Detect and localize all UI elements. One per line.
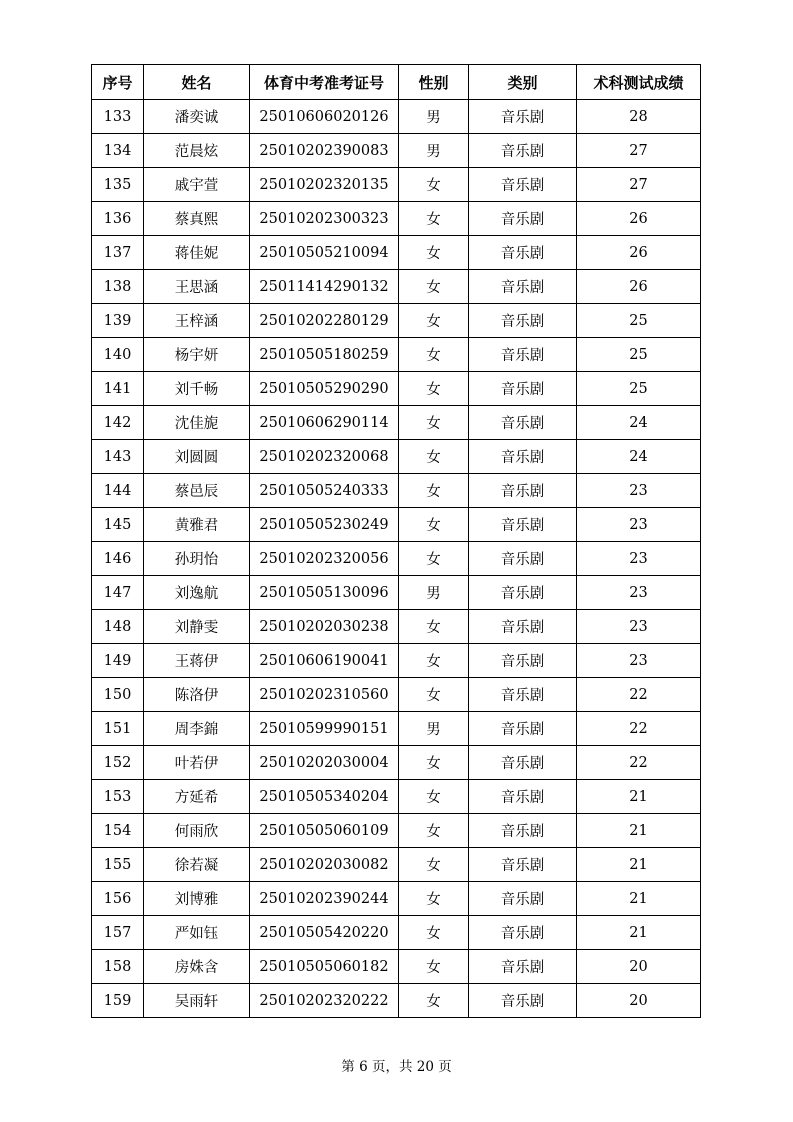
cell-score: 23 bbox=[577, 542, 701, 576]
cell-gender: 女 bbox=[399, 440, 469, 474]
cell-gender: 男 bbox=[399, 712, 469, 746]
cell-name: 范晨炫 bbox=[144, 134, 250, 168]
cell-exam-number: 25010505290290 bbox=[250, 372, 399, 406]
cell-exam-number: 25010505210094 bbox=[250, 236, 399, 270]
table-row bbox=[92, 576, 701, 610]
cell-exam-number: 25010606020126 bbox=[250, 100, 399, 134]
cell-category: 音乐剧 bbox=[469, 474, 577, 508]
table-row bbox=[92, 236, 701, 270]
cell-name: 周李錦 bbox=[144, 712, 250, 746]
cell-category: 音乐剧 bbox=[469, 644, 577, 678]
cell-exam-number: 25010202390244 bbox=[250, 882, 399, 916]
cell-index: 136 bbox=[92, 202, 144, 236]
cell-exam-number: 25010505420220 bbox=[250, 916, 399, 950]
cell-exam-number: 25010606290114 bbox=[250, 406, 399, 440]
cell-score: 21 bbox=[577, 814, 701, 848]
table-row bbox=[92, 746, 701, 780]
cell-name: 杨宇妍 bbox=[144, 338, 250, 372]
cell-category: 音乐剧 bbox=[469, 406, 577, 440]
cell-name: 叶若伊 bbox=[144, 746, 250, 780]
cell-score: 25 bbox=[577, 372, 701, 406]
cell-score: 22 bbox=[577, 712, 701, 746]
cell-exam-number: 25010606190041 bbox=[250, 644, 399, 678]
header-gender: 性别 bbox=[399, 65, 469, 100]
table-row bbox=[92, 338, 701, 372]
cell-index: 133 bbox=[92, 100, 144, 134]
cell-score: 25 bbox=[577, 338, 701, 372]
cell-gender: 女 bbox=[399, 542, 469, 576]
cell-gender: 女 bbox=[399, 236, 469, 270]
cell-score: 24 bbox=[577, 440, 701, 474]
cell-score: 28 bbox=[577, 100, 701, 134]
cell-index: 153 bbox=[92, 780, 144, 814]
header-name: 姓名 bbox=[144, 65, 250, 100]
cell-gender: 女 bbox=[399, 338, 469, 372]
cell-index: 151 bbox=[92, 712, 144, 746]
cell-score: 23 bbox=[577, 576, 701, 610]
header-category: 类别 bbox=[469, 65, 577, 100]
cell-index: 157 bbox=[92, 916, 144, 950]
cell-category: 音乐剧 bbox=[469, 848, 577, 882]
cell-exam-number: 25010505060182 bbox=[250, 950, 399, 984]
cell-exam-number: 25010202320222 bbox=[250, 984, 399, 1018]
cell-index: 142 bbox=[92, 406, 144, 440]
cell-index: 134 bbox=[92, 134, 144, 168]
cell-index: 148 bbox=[92, 610, 144, 644]
table-row bbox=[92, 100, 701, 134]
table-row bbox=[92, 372, 701, 406]
cell-score: 21 bbox=[577, 882, 701, 916]
table-row bbox=[92, 644, 701, 678]
cell-gender: 女 bbox=[399, 406, 469, 440]
cell-gender: 女 bbox=[399, 984, 469, 1018]
table-row bbox=[92, 202, 701, 236]
cell-name: 陈洛伊 bbox=[144, 678, 250, 712]
cell-name: 刘静雯 bbox=[144, 610, 250, 644]
cell-index: 159 bbox=[92, 984, 144, 1018]
cell-category: 音乐剧 bbox=[469, 100, 577, 134]
table-row bbox=[92, 168, 701, 202]
table-row bbox=[92, 848, 701, 882]
cell-gender: 女 bbox=[399, 678, 469, 712]
cell-name: 严如钰 bbox=[144, 916, 250, 950]
cell-category: 音乐剧 bbox=[469, 916, 577, 950]
cell-name: 刘博雅 bbox=[144, 882, 250, 916]
cell-score: 23 bbox=[577, 610, 701, 644]
cell-index: 139 bbox=[92, 304, 144, 338]
cell-name: 刘圆圆 bbox=[144, 440, 250, 474]
cell-index: 149 bbox=[92, 644, 144, 678]
cell-name: 方延希 bbox=[144, 780, 250, 814]
table-row bbox=[92, 406, 701, 440]
cell-gender: 女 bbox=[399, 270, 469, 304]
cell-index: 135 bbox=[92, 168, 144, 202]
cell-index: 158 bbox=[92, 950, 144, 984]
cell-exam-number: 25010202320056 bbox=[250, 542, 399, 576]
cell-gender: 男 bbox=[399, 576, 469, 610]
cell-exam-number: 25010505340204 bbox=[250, 780, 399, 814]
table-row bbox=[92, 712, 701, 746]
cell-name: 蒋佳妮 bbox=[144, 236, 250, 270]
cell-score: 26 bbox=[577, 202, 701, 236]
table-row bbox=[92, 882, 701, 916]
cell-gender: 女 bbox=[399, 372, 469, 406]
cell-exam-number: 25011414290132 bbox=[250, 270, 399, 304]
cell-gender: 男 bbox=[399, 100, 469, 134]
cell-name: 蔡邑辰 bbox=[144, 474, 250, 508]
cell-gender: 女 bbox=[399, 916, 469, 950]
cell-name: 潘奕诚 bbox=[144, 100, 250, 134]
cell-exam-number: 25010202320135 bbox=[250, 168, 399, 202]
header-score: 术科测试成绩 bbox=[577, 65, 701, 100]
cell-score: 27 bbox=[577, 168, 701, 202]
cell-category: 音乐剧 bbox=[469, 440, 577, 474]
header-index: 序号 bbox=[92, 65, 144, 100]
table-row bbox=[92, 950, 701, 984]
cell-gender: 女 bbox=[399, 474, 469, 508]
cell-exam-number: 25010599990151 bbox=[250, 712, 399, 746]
cell-category: 音乐剧 bbox=[469, 984, 577, 1018]
table-row bbox=[92, 304, 701, 338]
cell-gender: 女 bbox=[399, 780, 469, 814]
table-row bbox=[92, 814, 701, 848]
cell-gender: 男 bbox=[399, 134, 469, 168]
cell-name: 孙玥怡 bbox=[144, 542, 250, 576]
table-body bbox=[92, 100, 701, 1018]
cell-exam-number: 25010202030238 bbox=[250, 610, 399, 644]
cell-exam-number: 25010202320068 bbox=[250, 440, 399, 474]
header-exam-number: 体育中考准考证号 bbox=[250, 65, 399, 100]
cell-category: 音乐剧 bbox=[469, 508, 577, 542]
table-row bbox=[92, 780, 701, 814]
cell-exam-number: 25010505180259 bbox=[250, 338, 399, 372]
cell-category: 音乐剧 bbox=[469, 202, 577, 236]
cell-score: 22 bbox=[577, 746, 701, 780]
cell-gender: 女 bbox=[399, 814, 469, 848]
cell-index: 141 bbox=[92, 372, 144, 406]
cell-score: 23 bbox=[577, 508, 701, 542]
cell-category: 音乐剧 bbox=[469, 882, 577, 916]
cell-score: 27 bbox=[577, 134, 701, 168]
cell-gender: 女 bbox=[399, 202, 469, 236]
cell-name: 何雨欣 bbox=[144, 814, 250, 848]
cell-exam-number: 25010505060109 bbox=[250, 814, 399, 848]
cell-category: 音乐剧 bbox=[469, 338, 577, 372]
cell-name: 吴雨轩 bbox=[144, 984, 250, 1018]
cell-index: 156 bbox=[92, 882, 144, 916]
cell-score: 25 bbox=[577, 304, 701, 338]
cell-index: 154 bbox=[92, 814, 144, 848]
table-row bbox=[92, 542, 701, 576]
cell-index: 146 bbox=[92, 542, 144, 576]
cell-index: 138 bbox=[92, 270, 144, 304]
cell-name: 蔡真熙 bbox=[144, 202, 250, 236]
cell-name: 王蒋伊 bbox=[144, 644, 250, 678]
cell-score: 20 bbox=[577, 950, 701, 984]
cell-index: 140 bbox=[92, 338, 144, 372]
cell-score: 20 bbox=[577, 984, 701, 1018]
cell-score: 26 bbox=[577, 236, 701, 270]
cell-category: 音乐剧 bbox=[469, 950, 577, 984]
cell-name: 戚宇萱 bbox=[144, 168, 250, 202]
cell-category: 音乐剧 bbox=[469, 814, 577, 848]
cell-name: 黄雅君 bbox=[144, 508, 250, 542]
cell-name: 房姝含 bbox=[144, 950, 250, 984]
cell-exam-number: 25010202310560 bbox=[250, 678, 399, 712]
table-row bbox=[92, 474, 701, 508]
table-row bbox=[92, 984, 701, 1018]
cell-score: 24 bbox=[577, 406, 701, 440]
cell-score: 21 bbox=[577, 916, 701, 950]
table-row bbox=[92, 508, 701, 542]
cell-index: 147 bbox=[92, 576, 144, 610]
cell-index: 152 bbox=[92, 746, 144, 780]
cell-gender: 女 bbox=[399, 746, 469, 780]
cell-category: 音乐剧 bbox=[469, 610, 577, 644]
cell-name: 刘千畅 bbox=[144, 372, 250, 406]
cell-gender: 女 bbox=[399, 644, 469, 678]
cell-exam-number: 25010505130096 bbox=[250, 576, 399, 610]
cell-category: 音乐剧 bbox=[469, 236, 577, 270]
table-row bbox=[92, 440, 701, 474]
cell-category: 音乐剧 bbox=[469, 372, 577, 406]
cell-category: 音乐剧 bbox=[469, 576, 577, 610]
cell-exam-number: 25010202390083 bbox=[250, 134, 399, 168]
table-row bbox=[92, 678, 701, 712]
cell-category: 音乐剧 bbox=[469, 780, 577, 814]
cell-category: 音乐剧 bbox=[469, 746, 577, 780]
cell-exam-number: 25010202030004 bbox=[250, 746, 399, 780]
cell-score: 23 bbox=[577, 474, 701, 508]
table-row bbox=[92, 134, 701, 168]
cell-name: 王思涵 bbox=[144, 270, 250, 304]
cell-index: 143 bbox=[92, 440, 144, 474]
cell-category: 音乐剧 bbox=[469, 542, 577, 576]
cell-index: 145 bbox=[92, 508, 144, 542]
cell-score: 26 bbox=[577, 270, 701, 304]
cell-index: 150 bbox=[92, 678, 144, 712]
cell-index: 144 bbox=[92, 474, 144, 508]
cell-name: 王梓涵 bbox=[144, 304, 250, 338]
table-row bbox=[92, 610, 701, 644]
table-row bbox=[92, 270, 701, 304]
cell-category: 音乐剧 bbox=[469, 712, 577, 746]
cell-category: 音乐剧 bbox=[469, 134, 577, 168]
cell-category: 音乐剧 bbox=[469, 270, 577, 304]
page-number: 第 6 页，共 20 页 bbox=[341, 1059, 452, 1075]
cell-exam-number: 25010202300323 bbox=[250, 202, 399, 236]
cell-score: 21 bbox=[577, 780, 701, 814]
cell-category: 音乐剧 bbox=[469, 678, 577, 712]
cell-gender: 女 bbox=[399, 950, 469, 984]
cell-name: 沈佳旎 bbox=[144, 406, 250, 440]
cell-score: 23 bbox=[577, 644, 701, 678]
cell-gender: 女 bbox=[399, 610, 469, 644]
header-row bbox=[92, 65, 701, 100]
score-table bbox=[91, 64, 701, 1018]
cell-gender: 女 bbox=[399, 882, 469, 916]
cell-exam-number: 25010202030082 bbox=[250, 848, 399, 882]
cell-name: 刘逸航 bbox=[144, 576, 250, 610]
cell-score: 22 bbox=[577, 678, 701, 712]
table-row bbox=[92, 916, 701, 950]
cell-gender: 女 bbox=[399, 168, 469, 202]
cell-gender: 女 bbox=[399, 848, 469, 882]
cell-category: 音乐剧 bbox=[469, 168, 577, 202]
cell-index: 137 bbox=[92, 236, 144, 270]
cell-gender: 女 bbox=[399, 304, 469, 338]
cell-name: 徐若凝 bbox=[144, 848, 250, 882]
cell-exam-number: 25010505230249 bbox=[250, 508, 399, 542]
cell-exam-number: 25010505240333 bbox=[250, 474, 399, 508]
cell-index: 155 bbox=[92, 848, 144, 882]
cell-gender: 女 bbox=[399, 508, 469, 542]
cell-category: 音乐剧 bbox=[469, 304, 577, 338]
cell-score: 21 bbox=[577, 848, 701, 882]
cell-exam-number: 25010202280129 bbox=[250, 304, 399, 338]
